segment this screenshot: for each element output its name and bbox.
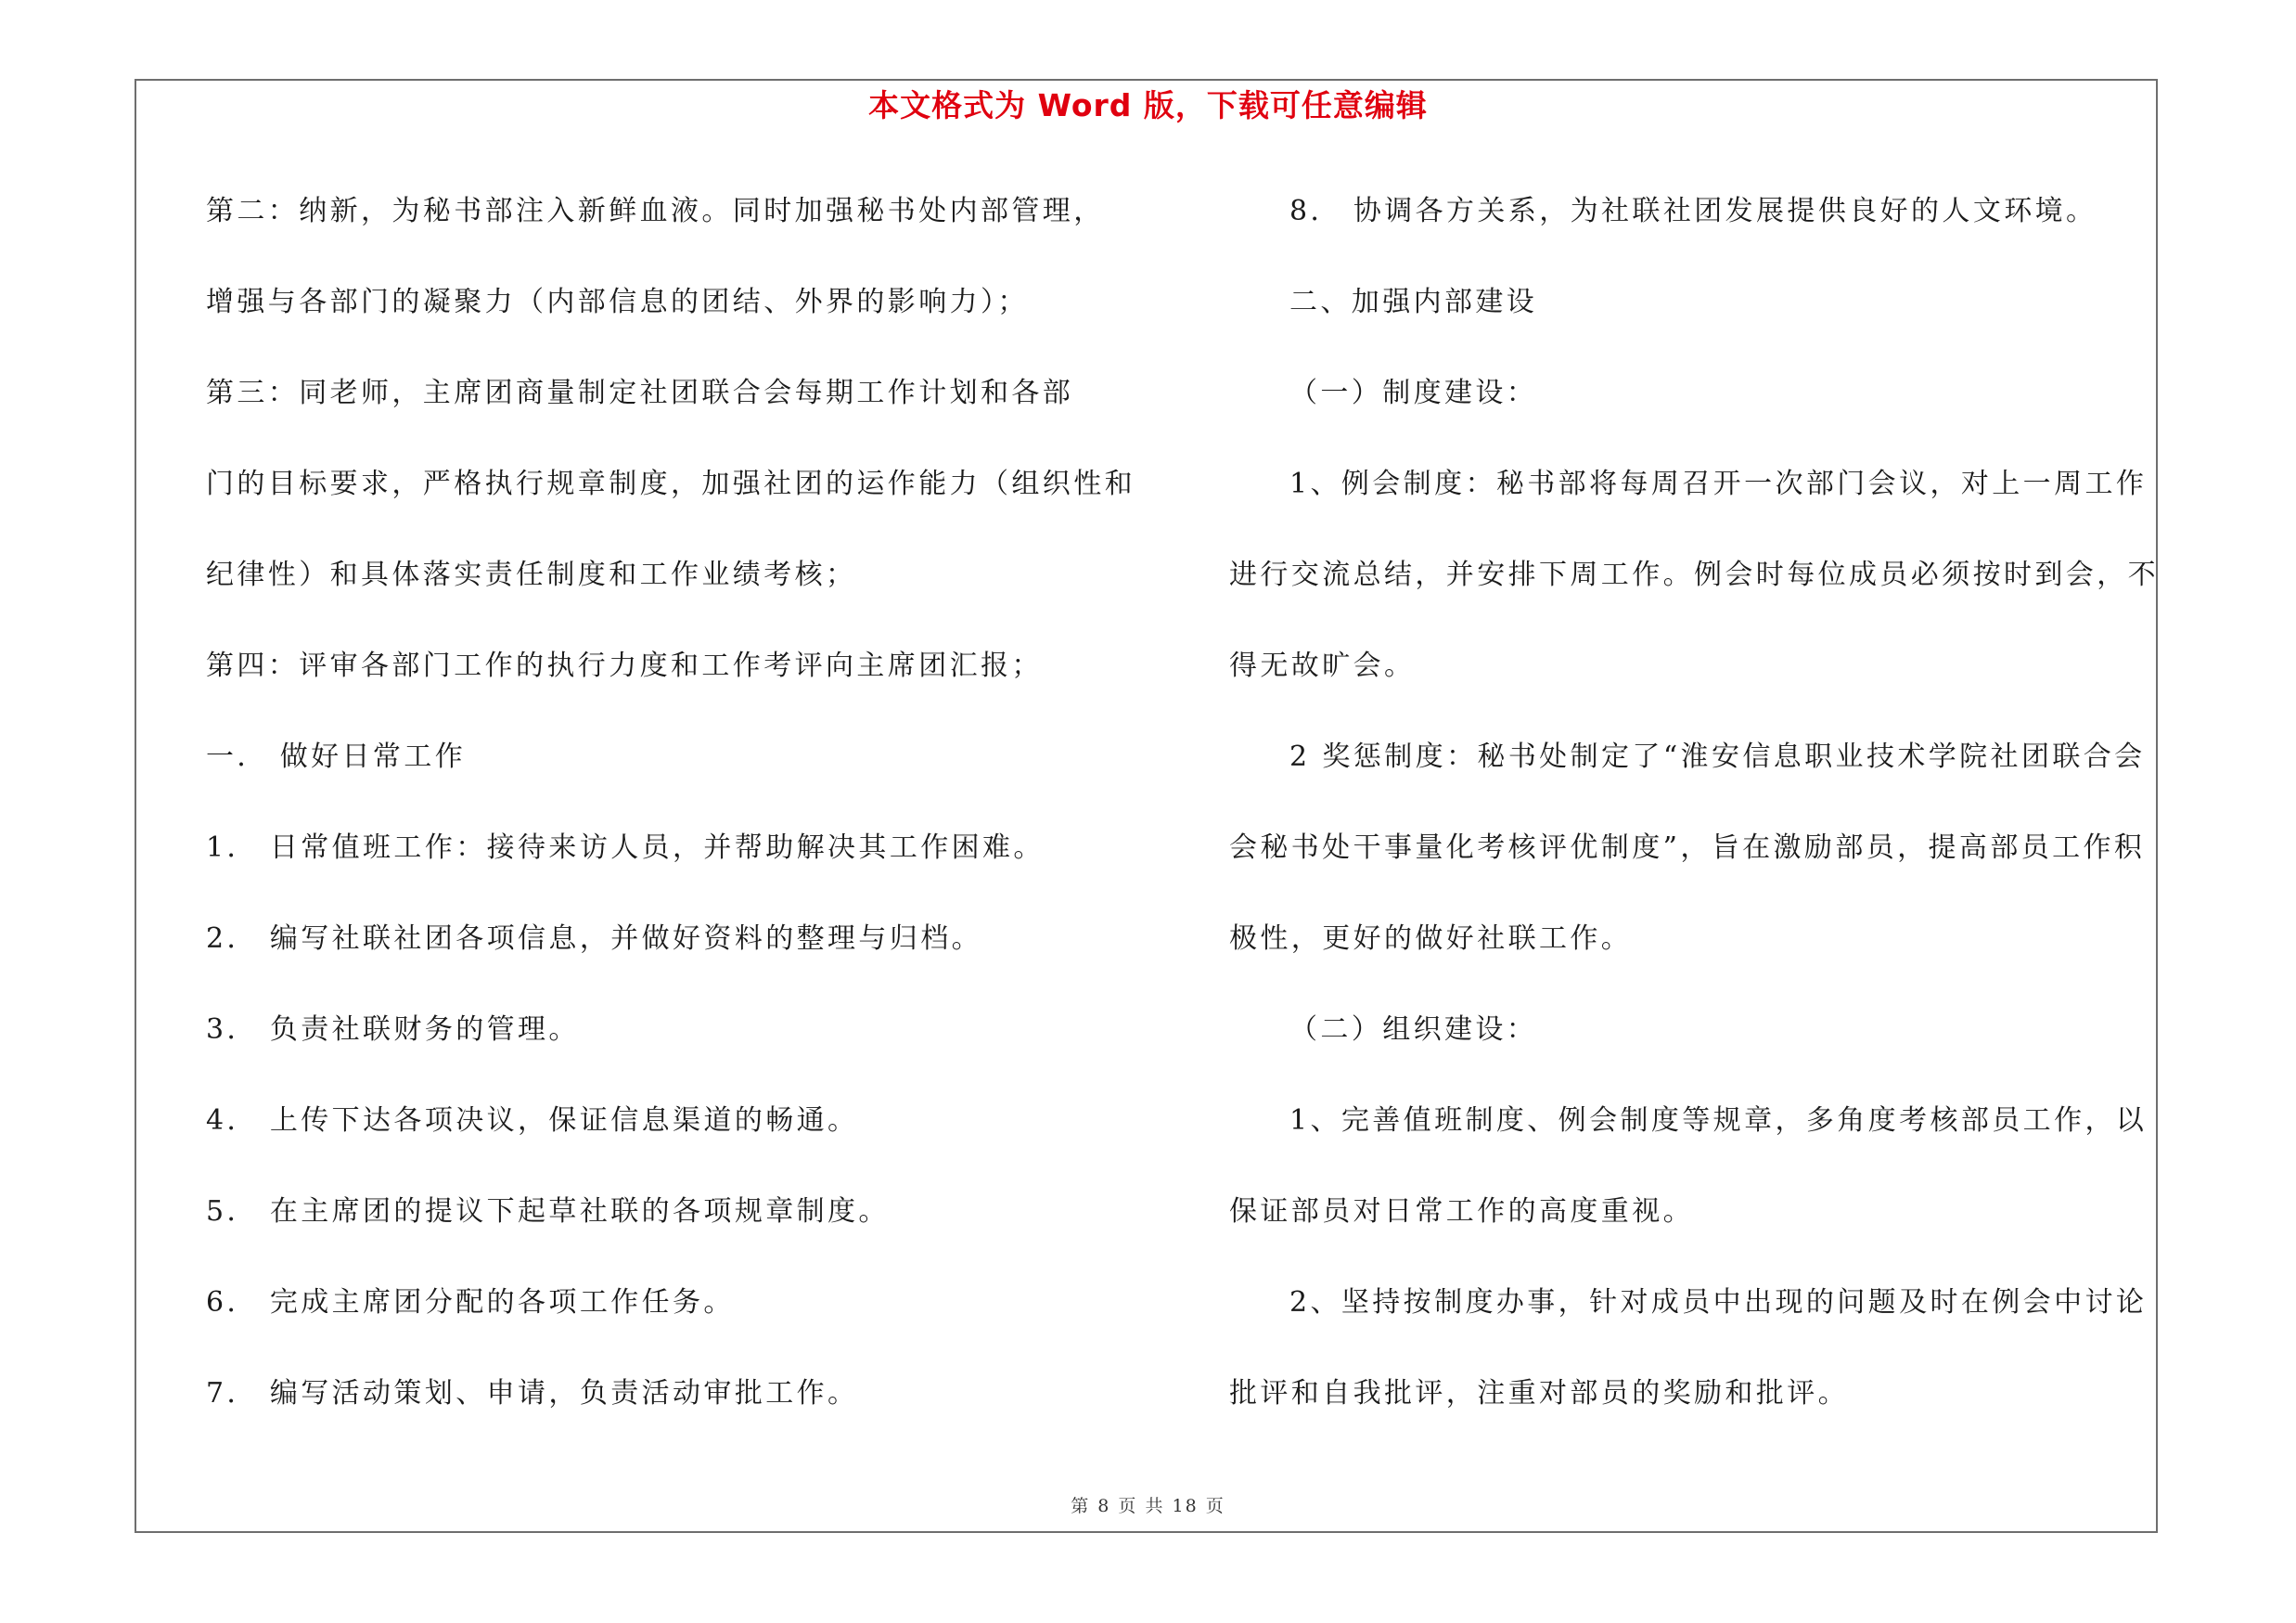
paragraph-line: 1、例会制度：秘书部将每周召开一次部门会议，对上一周工作 — [1289, 468, 2148, 500]
paragraph-line: 极性，更好的做好社联工作。 — [1229, 922, 1633, 955]
list-item: 2． 编写社联社团各项信息，并做好资料的整理与归档。 — [206, 922, 983, 955]
right-text-column — [1229, 186, 2159, 1459]
paragraph-line: 得无故旷会。 — [1229, 650, 1416, 682]
page-number: 第 8 页 共 18 页 — [1071, 1496, 1225, 1516]
section-heading: 一． 做好日常工作 — [206, 741, 467, 773]
format-notice-banner: 本文格式为 Word 版，下载可任意编辑 — [868, 87, 1428, 123]
list-item: 7． 编写活动策划、申请，负责活动审批工作。 — [206, 1377, 859, 1410]
paragraph-line: 2 奖惩制度：秘书处制定了“淮安信息职业技术学院社团联合会 — [1289, 741, 2146, 773]
paragraph-line: 批评和自我批评，注重对部员的奖励和批评。 — [1229, 1377, 1849, 1410]
list-item: 8． 协调各方关系，为社联社团发展提供良好的人文环境。 — [1289, 195, 2097, 227]
list-item: 3． 负责社联财务的管理。 — [206, 1013, 580, 1046]
paragraph-line: 1、完善值班制度、例会制度等规章，多角度考核部员工作，以 — [1289, 1104, 2148, 1137]
paragraph-line: 第四：评审各部门工作的执行力度和工作考评向主席团汇报； — [206, 650, 1043, 682]
paragraph-line: 增强与各部门的凝聚力（内部信息的团结、外界的影响力）； — [206, 286, 1029, 318]
list-item: 4． 上传下达各项决议，保证信息渠道的畅通。 — [206, 1104, 859, 1137]
paragraph-line: 进行交流总结，并安排下周工作。例会时每位成员必须按时到会，不 — [1229, 559, 2159, 591]
paragraph-line: 门的目标要求，严格执行规章制度，加强社团的运作能力（组织性和 — [206, 468, 1135, 500]
list-item: 5． 在主席团的提议下起草社联的各项规章制度。 — [206, 1195, 890, 1228]
paragraph-line: 第二：纳新，为秘书部注入新鲜血液。同时加强秘书处内部管理， — [206, 195, 1105, 227]
paragraph-line: 保证部员对日常工作的高度重视。 — [1229, 1195, 1694, 1228]
left-text-column — [206, 186, 1135, 1459]
list-item: 6． 完成主席团分配的各项工作任务。 — [206, 1286, 735, 1319]
subsection-heading: （二）组织建设： — [1289, 1013, 1538, 1046]
section-heading: 二、加强内部建设 — [1289, 286, 1538, 318]
list-item: 1． 日常值班工作：接待来访人员，并帮助解决其工作困难。 — [206, 831, 1045, 864]
subsection-heading: （一）制度建设： — [1289, 377, 1538, 409]
paragraph-line: 纪律性）和具体落实责任制度和工作业绩考核； — [206, 559, 857, 591]
paragraph-line: 2、坚持按制度办事，针对成员中出现的问题及时在例会中讨论 — [1289, 1286, 2148, 1319]
paragraph-line: 第三：同老师，主席团商量制定社团联合会每期工作计划和各部 — [206, 377, 1074, 409]
paragraph-line: 会秘书处干事量化考核评优制度”，旨在激励部员，提高部员工作积 — [1229, 831, 2146, 864]
